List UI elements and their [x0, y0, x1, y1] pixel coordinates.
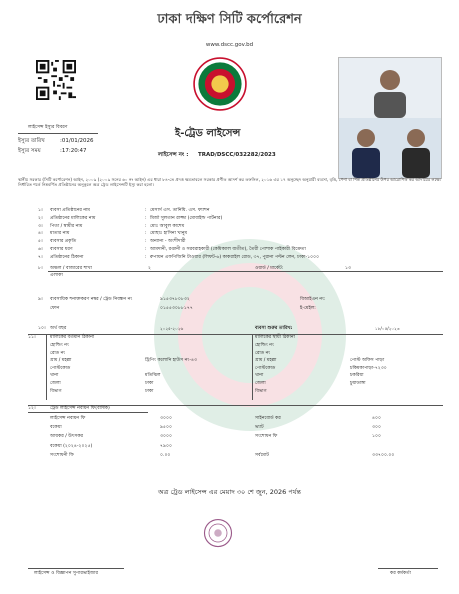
person-icon [339, 58, 441, 178]
field-no: ৭। [38, 254, 43, 260]
divider [46, 334, 47, 400]
fee-value: ৭৯০০ [160, 443, 172, 449]
issue-time-label: ইস্যুর সময় [18, 148, 41, 154]
fee-label: সাইনবোর্ড কর [255, 416, 281, 421]
address-label: থানা [50, 373, 59, 379]
divider [28, 568, 124, 569]
divider [48, 271, 443, 272]
field-no: ৯। [38, 297, 43, 302]
fee-value: ৩০০০ [160, 434, 172, 440]
license-number-label: লাইসেন্স নং : [158, 152, 189, 158]
tax-officer-signature-label: কর কর্মকর্তা [390, 571, 411, 576]
field-label: ব্যবসা প্রতিষ্ঠানের নাম [50, 208, 90, 213]
field-no: ৩। [38, 223, 43, 229]
field-value: অন্যান্য - অংশীদারী [150, 239, 186, 245]
fee-value: ৩০০০ [160, 416, 172, 421]
issue-time-value: :17:20:47 [60, 148, 87, 154]
address-label: পোস্টকোড [255, 365, 276, 371]
fee-label: লাইসেন্স নবায়ন ফি [50, 416, 86, 421]
fee-label: বকেয়া [50, 425, 62, 431]
field-label: ব্যবসার ধরণ [50, 247, 73, 252]
address-label: থানা [255, 373, 264, 379]
field-value: রুপায়ন এফপিজিনি টাওয়ার (লিফট-৬) কাকরাইল রোড, ৩৭, পুরানা পল্টন লেন, ঢাকা-১০০০ [150, 254, 320, 260]
official-seal-icon [203, 518, 233, 548]
divider [18, 133, 98, 134]
permanent-address-title: মালিকের স্থায়ী ঠিকানা [255, 335, 295, 340]
field-no: ১২। [28, 406, 36, 411]
address-label: বিভাগ [50, 388, 62, 394]
page-title: ঢাকা দক্ষিণ সিটি কর্পোরেশন [157, 12, 302, 27]
fee-label: সর্বমোট [255, 452, 269, 458]
fee-label: বকেয়া (২০২৪-২০২৫) [50, 443, 93, 449]
phone-value: ০১৫৫৩০৮৮১৭৭ [160, 306, 193, 311]
qr-code [36, 60, 76, 100]
address-label: রোড নং [255, 350, 271, 356]
address-value: ট্রিপিং কলোনি হাউস নং-৪৩ [145, 358, 197, 364]
zone-label: অঞ্চল / বাজারের শাখা [50, 266, 92, 271]
divider [28, 412, 148, 413]
field-label: মাতার নাম [50, 231, 70, 237]
field-colon: : [145, 208, 147, 213]
address-label: বিভাগ [255, 388, 267, 394]
fee-value: ৯৫০০ [160, 425, 172, 431]
field-label: ব্যবসার প্রকৃতি [50, 239, 77, 245]
field-no: ১০। [38, 326, 46, 331]
address-label: গ্রাম / মহল্লা [255, 358, 277, 364]
ward-label: ওয়ার্ড / মার্কেট: [255, 266, 284, 271]
document-title: ই-ট্রেড লাইসেন্স [175, 128, 241, 139]
ward-value: ১৩ [345, 266, 351, 271]
address-value: চুয়াডাঙ্গা [350, 381, 366, 386]
bin-label: ব্যবসায়িক শনাক্তকরণ নম্বর / ট্রেড নিবন্ধন নং [50, 297, 133, 302]
address-label: হোল্ডিং নং [255, 343, 275, 348]
fiscal-value: ২০২৫-২০২৬ [160, 326, 184, 331]
phone-label: ফোন [50, 306, 60, 311]
owner-photos [338, 57, 442, 179]
field-value: আমদানী, রপ্তানী ও সরবরাহকারী (কেমিক্যাল ব্যতীত), তৈরী পোশাক পাইকারী বিক্রেতা [150, 247, 306, 252]
current-address-title: মালিকের বর্তমান ঠিকানা [50, 335, 95, 340]
fee-value: ৪০০ [372, 416, 381, 421]
zone-value: ২ [148, 266, 151, 271]
fees-title: ট্রেড লাইসেন্স নবায়ন ফি(বার্ষিক) [50, 406, 110, 411]
field-colon: : [145, 215, 147, 221]
fiscal-label: অর্থ বছর [50, 326, 67, 331]
address-value: চকরিয়া [350, 373, 364, 379]
address-value: মতিঝিল [145, 373, 161, 379]
address-value: ঢাকা [145, 388, 154, 394]
fee-value: ৩৩৭০০.০০ [372, 452, 395, 458]
bin-value: ৯১৫৩৭৮০৮৩২ [160, 297, 190, 302]
address-label: রোড নং [50, 350, 66, 356]
field-colon: : [145, 231, 147, 237]
field-colon: : [145, 254, 147, 260]
dscc-emblem-icon [193, 57, 247, 111]
start-date-label: ব্যবসা শুরুর তারিখ: [255, 326, 293, 331]
divider [378, 568, 438, 569]
fee-label: সংশোধনী ফি [50, 452, 74, 458]
divider [252, 334, 253, 400]
address-label: পোস্টকোড [50, 365, 71, 371]
address-label: গ্রাম / মহল্লা [50, 358, 72, 364]
issue-date-value: :01/01/2026 [60, 138, 94, 144]
issue-heading: লাইসেন্স ইস্যুর বিবরণ [28, 125, 68, 130]
validity-statement: অত্র ট্রেড লাইসেন্স এর মেয়াদ ৩০ শে জুন, 2026 পর্যন্ত [158, 488, 301, 496]
field-no: ২। [38, 215, 43, 221]
website-link[interactable]: www.dscc.gov.bd [205, 42, 254, 48]
field-label: পিতা / স্বামীর নাম [50, 223, 83, 229]
field-label: প্রতিষ্ঠানের মালিকের নাম [50, 215, 96, 221]
field-value: মোছাঃ হাসিনা খানুম [150, 231, 188, 237]
field-no: ১। [38, 208, 43, 213]
field-value: মোঃ আবুল কাশেম [150, 223, 185, 229]
vat-label: বিআইএন নং: [300, 297, 326, 302]
start-date-value: ১৮/০৫/২০২৩ [375, 326, 400, 331]
field-no: ৫। [38, 239, 43, 245]
supervisor-signature-label: লাইসেন্স ও বিজ্ঞাপন সুপারভাইজার [34, 571, 98, 576]
issue-date-label: ইস্যুর তারিখ [18, 138, 45, 144]
fee-value: ৩০০ [372, 425, 381, 431]
field-colon: : [145, 247, 147, 252]
field-label: প্রতিষ্ঠানের ঠিকানা [50, 254, 84, 260]
address-label: জেলা [255, 381, 266, 386]
area-label: এলাকা [50, 273, 63, 278]
field-no: ৬। [38, 247, 43, 252]
address-value: চকিমকাপাড়া-৭২৩০ [350, 365, 387, 371]
field-colon: : [145, 223, 147, 229]
address-label: জেলা [50, 381, 61, 386]
fee-label: আয়কর / উৎসকর [50, 434, 84, 440]
address-value: ঢাকা [145, 381, 154, 386]
field-no: ১১। [28, 335, 36, 340]
field-no: ৪। [38, 231, 43, 237]
fee-label: সংশোধন ফি [255, 434, 278, 440]
email-label: ই-মেইল: [300, 306, 316, 311]
fee-value: ১০০ [372, 434, 381, 440]
field-colon: : [145, 239, 147, 245]
field-value: মির্জা সুলতান রাজ্জা (মোবাইল্ড পার্টনার) [150, 215, 223, 221]
address-label: হোল্ডিং নং [50, 343, 70, 348]
fee-value: ০.০০ [160, 452, 171, 458]
field-value: মেসার্স এস. তানিয়ি. এস. ফ্যাশন [150, 208, 210, 213]
fee-label: ভ্যাট [255, 425, 264, 431]
address-value: পোস্ট অফিস পাড়া [350, 358, 385, 364]
preamble: স্থানীয় সরকার (সিটি কর্পোরেশন) আইন, ২০০৯ (২০০৯ সনের ৬০ নং আইন) এর ধারা ৮৪-তে প্রদত্ত ক্ষমতাবলে সরকার প্রণীত আদর্শ কর তফসিল, ২০১৬ এর ১৭ অনুচ্ছেদ অনুযায়ী ব্যবসা, বৃত্তি, পেশা বা শিল্প প্রতিষ্ঠানের উপর আরোপিত কর আদায়ের লক্ষ্যে নির্ধারিত শর্তে নিম্নবর্ণিত প্রতিষ্ঠানের অনুকূলে অত্র ট্রেড লাইসেন্সটি ইস্যু করা হলো। [18, 177, 441, 187]
license-number: TRAD/DSCC/032282/2023 [198, 152, 276, 158]
field-no: ৮। [38, 266, 43, 271]
